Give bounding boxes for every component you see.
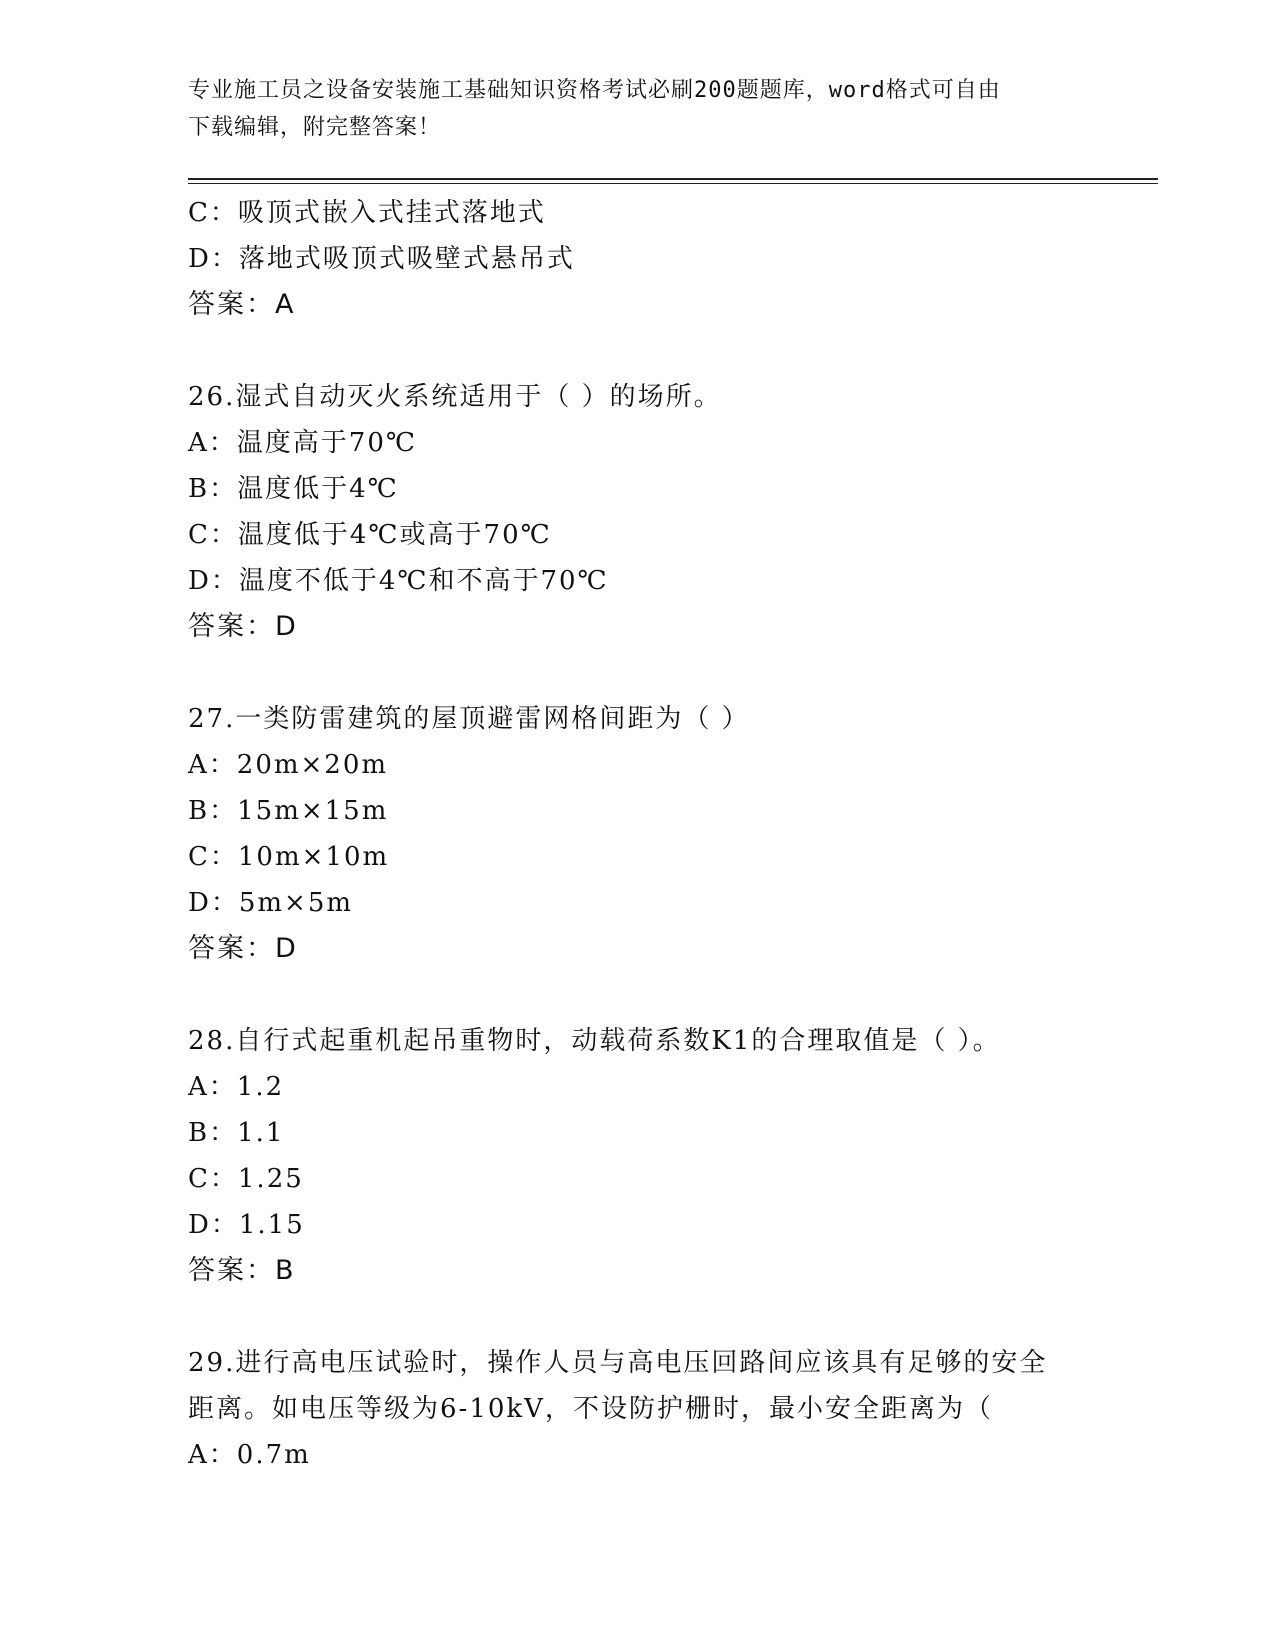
option-b: B：温度低于4℃ xyxy=(188,474,399,504)
option-a: A：0.7m xyxy=(188,1440,311,1470)
option-c: C：10m×10m xyxy=(188,842,390,872)
answer-line: 答案：A xyxy=(188,289,296,320)
option-c: C：1.25 xyxy=(188,1164,304,1194)
question-text: 26.湿式自动灭火系统适用于（ ）的场所。 xyxy=(188,382,722,412)
answer-line: 答案：D xyxy=(188,933,298,964)
question-text-line-1: 29.进行高电压试验时，操作人员与高电压回路间应该具有足够的安全 xyxy=(188,1348,1048,1378)
option-d: D：温度不低于4℃和不高于70℃ xyxy=(188,566,609,596)
option-b: B：1.1 xyxy=(188,1118,285,1148)
option-b: B：15m×15m xyxy=(188,796,389,826)
header-divider-thick xyxy=(188,178,1158,180)
option-d: D：1.15 xyxy=(188,1210,305,1240)
option-d: D：落地式吸顶式吸壁式悬吊式 xyxy=(188,244,575,274)
question-spacer xyxy=(188,328,1148,374)
question-26 xyxy=(188,374,1148,650)
question-spacer xyxy=(188,650,1148,696)
answer-line: 答案：B xyxy=(188,1255,296,1286)
header-line-2: 下载编辑，附完整答案！ xyxy=(188,115,442,140)
option-a: A：20m×20m xyxy=(188,750,389,780)
question-28 xyxy=(188,1018,1148,1294)
answer-line: 答案：D xyxy=(188,611,298,642)
question-spacer xyxy=(188,972,1148,1018)
question-25-fragment xyxy=(188,190,1148,328)
option-a: A：温度高于70℃ xyxy=(188,428,417,458)
option-c: C：温度低于4℃或高于70℃ xyxy=(188,520,552,550)
question-text: 28.自行式起重机起吊重物时，动载荷系数K1的合理取值是（ ）。 xyxy=(188,1026,1001,1056)
header-line-1: 专业施工员之设备安装施工基础知识资格考试必刷200题题库，word格式可自由 xyxy=(188,78,1001,103)
question-spacer xyxy=(188,1294,1148,1340)
document-header xyxy=(188,72,1088,146)
question-list xyxy=(188,190,1148,1478)
question-29 xyxy=(188,1340,1148,1478)
option-d: D：5m×5m xyxy=(188,888,354,918)
question-27 xyxy=(188,696,1148,972)
header-divider-thin xyxy=(188,183,1158,184)
question-text-line-2: 距离。如电压等级为6-10kV，不设防护栅时，最小安全距离为（ xyxy=(188,1394,993,1424)
option-a: A：1.2 xyxy=(188,1072,285,1102)
question-text: 27.一类防雷建筑的屋顶避雷网格间距为（ ） xyxy=(188,704,750,734)
option-c: C：吸顶式嵌入式挂式落地式 xyxy=(188,198,546,228)
